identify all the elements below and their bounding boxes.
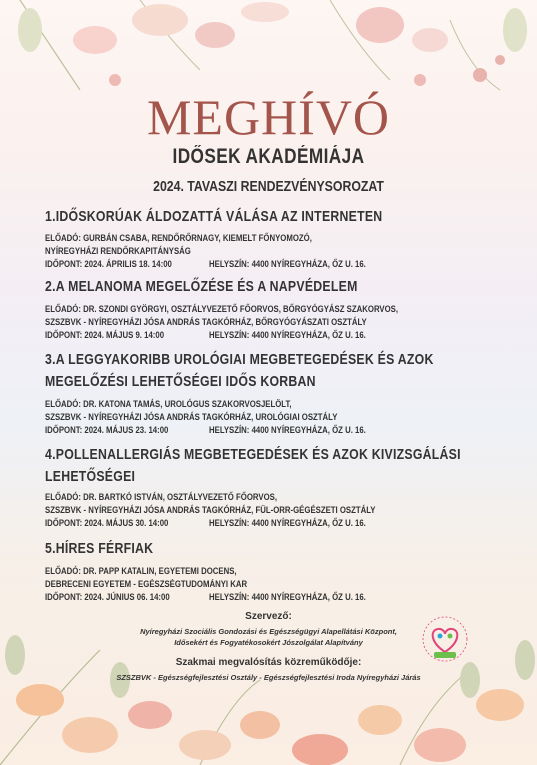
event-4-speaker-org: SZSZBVK - NYÍREGYHÁZI JÓSA ANDRÁS TAGKÓRHÁZ, FÜL-ORR-GÉGÉSZETI OSZTÁLY — [45, 505, 376, 516]
event-5-speaker: ELŐADÓ: DR. PAPP KATALIN, EGYETEMI DOCENS, — [45, 566, 237, 577]
event-1-date: IDŐPONT: 2024. ÁPRILIS 18. 14:00 — [45, 259, 172, 270]
event-1-speaker: ELŐADÓ: GURBÁN CSABA, RENDŐRŐRNAGY, KIEMELT FŐNYOMOZÓ, — [45, 233, 312, 244]
event-5-speaker-org: DEBRECENI EGYETEM - EGÉSZSÉGTUDOMÁNYI KAR — [45, 579, 248, 590]
event-4-place: HELYSZÍN: 4400 NYÍREGYHÁZA, ŐZ U. 16. — [209, 518, 366, 529]
event-5-date: IDŐPONT: 2024. JÚNIUS 06. 14:00 — [45, 592, 170, 603]
event-2-date: IDŐPONT: 2024. MÁJUS 9. 14:00 — [45, 330, 165, 341]
event-5-place: HELYSZÍN: 4400 NYÍREGYHÁZA, ŐZ U. 16. — [209, 592, 366, 603]
event-2-speaker-org: SZSZBVK - NYÍREGYHÁZI JÓSA ANDRÁS TAGKÓRHÁZ, BŐRGYÓGYÁSZATI OSZTÁLY — [45, 317, 367, 328]
event-1-title: 1.IDŐSKORÚAK ÁLDOZATTÁ VÁLÁSA AZ INTERNETEN — [45, 208, 383, 225]
event-2-speaker: ELŐADÓ: DR. SZONDI GYÖRGYI, OSZTÁLYVEZETŐ FŐORVOS, BŐRGYÓGYÁSZ SZAKORVOS, — [45, 304, 399, 315]
event-3-speaker: ELŐADÓ: DR. KATONA TAMÁS, UROLÓGUS SZAKORVOSJELÖLT, — [45, 399, 292, 410]
organizer-label: Szervező: — [245, 611, 292, 622]
event-2-title: 2.A MELANOMA MEGELŐZÉSE ÉS A NAPVÉDELEM — [45, 278, 358, 295]
event-4-title-cont: LEHETŐSÉGEI — [45, 468, 136, 485]
event-3-meta — [45, 425, 366, 436]
event-5-title: 5.HÍRES FÉRFIAK — [45, 540, 154, 557]
page-subtitle: IDŐSEK AKADÉMIÁJA — [172, 145, 365, 168]
organizer-line-1: Nyíregyházi Szociális Gondozási és Egészségügyi Alapellátási Központ, — [140, 627, 397, 636]
event-1-speaker-org: NYÍREGYHÁZI RENDŐRKAPITÁNYSÁG — [45, 246, 191, 257]
event-4-speaker: ELŐADÓ: DR. BARTKÓ ISTVÁN, OSZTÁLYVEZETŐ FŐORVOS, — [45, 492, 277, 503]
event-3-speaker-org: SZSZBVK - NYÍREGYHÁZI JÓSA ANDRÁS TAGKÓRHÁZ, UROLÓGIAI OSZTÁLY — [45, 412, 338, 423]
event-4-title: 4.POLLENALLERGIÁS MEGBETEGEDÉSEK ÉS AZOK KIVIZSGÁLÁSI — [45, 446, 461, 463]
event-5-meta — [45, 592, 366, 603]
event-2-meta — [45, 330, 366, 341]
event-3-title: 3.A LEGGYAKORIBB UROLÓGIAI MEGBETEGEDÉSEK ÉS AZOK — [45, 351, 434, 368]
page-title: MEGHÍVÓ — [146, 89, 391, 145]
event-2-place: HELYSZÍN: 4400 NYÍREGYHÁZA, ŐZ U. 16. — [209, 330, 366, 341]
event-3-title-cont: MEGELŐZÉSI LEHETŐSÉGEI IDŐS KORBAN — [45, 373, 316, 390]
event-4-date: IDŐPONT: 2024. MÁJUS 30. 14:00 — [45, 518, 169, 529]
event-1-place: HELYSZÍN: 4400 NYÍREGYHÁZA, ŐZ U. 16. — [209, 259, 366, 270]
event-3-place: HELYSZÍN: 4400 NYÍREGYHÁZA, ŐZ U. 16. — [209, 425, 366, 436]
event-4-meta — [45, 518, 366, 529]
partner-line: SZSZBVK - Egészségfejlesztési Osztály - Egészségfejlesztési Iroda Nyíregyházi Járás — [116, 673, 421, 682]
event-3-date: IDŐPONT: 2024. MÁJUS 23. 14:00 — [45, 425, 169, 436]
series-title: 2024. TAVASZI RENDEZVÉNYSOROZAT — [153, 178, 384, 195]
organizer-line-2: Idősekért és Fogyatékosokért Jószolgálat Alapítvány — [174, 638, 363, 647]
partner-label: Szakmai megvalósítás közreműködője: — [175, 657, 362, 668]
event-1-meta — [45, 259, 366, 270]
